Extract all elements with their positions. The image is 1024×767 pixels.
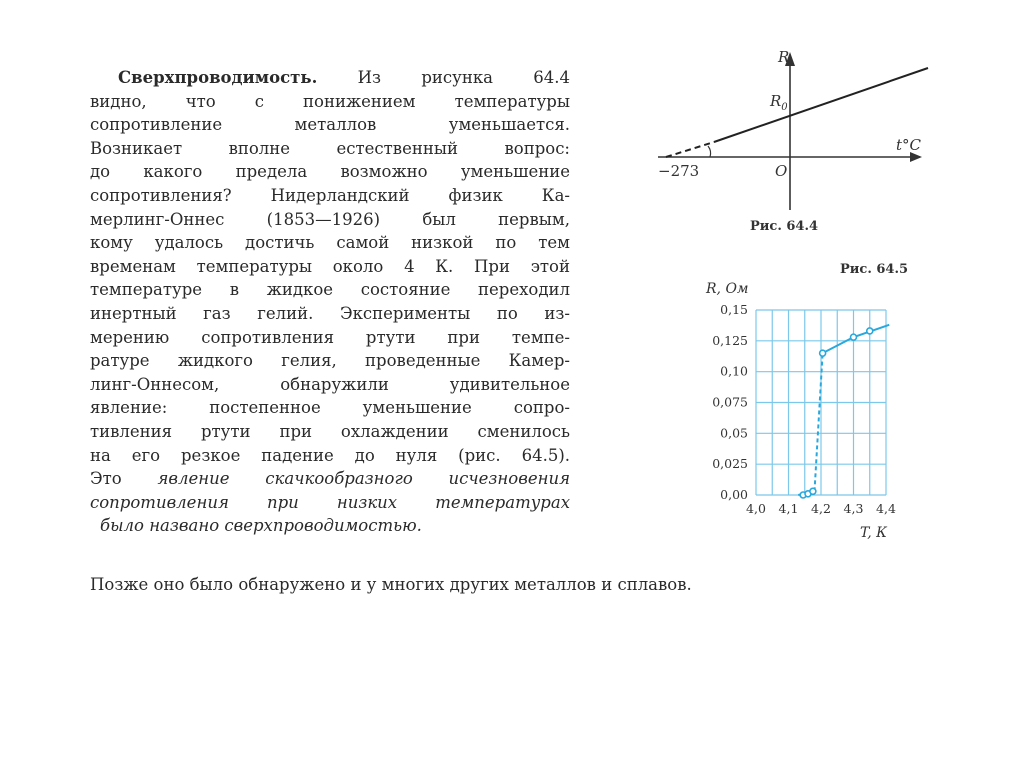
paragraph-line: температуре в жидкое состояние переходил — [90, 280, 570, 300]
chart-title: Рис. 64.5 — [840, 262, 909, 277]
chart-ylabel: R, Ом — [706, 281, 749, 297]
fig644-origin-label: O — [775, 162, 788, 180]
y-tick-label: 0,10 — [720, 363, 748, 379]
paragraph-line: ратуре жидкого гелия, проведенные Камер- — [90, 351, 570, 371]
fig644-x-label: t°C — [896, 136, 922, 154]
paragraph-line: временам температуры около 4 К. При этой — [90, 256, 570, 276]
chart-xlabel: T, К — [860, 525, 888, 541]
fig644-angle-arc — [708, 146, 711, 157]
data-point — [851, 334, 857, 340]
paragraph-heading: Сверхпроводимость. — [118, 68, 318, 87]
main-paragraph — [90, 66, 570, 538]
fig644-extrapolation-line — [666, 142, 714, 157]
chart-series — [798, 325, 889, 498]
fig644-intercept-label: −273 — [658, 162, 700, 180]
x-tick-label: 4,3 — [843, 501, 864, 516]
figure-64-5-chart — [690, 255, 940, 545]
paragraph-italic-line: Это явление скачкообразного исчезновения — [90, 469, 571, 489]
data-point — [867, 328, 873, 334]
paragraph-italic-line: было названо сверхпроводимостью. — [100, 516, 422, 536]
y-tick-label: 0,05 — [720, 425, 748, 441]
paragraph-line: линг-Оннесом, обнаружили удивительное — [90, 374, 570, 394]
fig644-resistance-line — [714, 68, 928, 142]
x-tick-label: 4,0 — [746, 501, 766, 516]
paragraph-line: мерлинг-Оннес (1853—1926) был первым, — [90, 209, 570, 229]
paragraph-line: на его резкое падение до нуля (рис. 64.5). — [90, 445, 570, 465]
paragraph-line: сопротивление металлов уменьшается. — [90, 115, 570, 135]
chart-grid — [756, 310, 886, 495]
x-tick-label: 4,4 — [876, 501, 896, 516]
y-tick-label: 0,025 — [712, 456, 748, 472]
x-tick-label: 4,1 — [778, 501, 799, 516]
fig644-y-label: R — [778, 48, 790, 66]
fig644-r0-label: $R_0$ — [770, 92, 788, 113]
data-point — [810, 488, 816, 494]
footer-sentence: Позже оно было обнаружено и у многих других металлов и сплавов. — [90, 575, 692, 594]
paragraph-line-1: Сверхпроводимость. Из рисунка 64.4 — [118, 68, 571, 87]
y-tick-label: 0,00 — [720, 487, 748, 502]
paragraph-line: тивления ртути при охлаждении сменилось — [90, 421, 570, 441]
y-tick-label: 0,125 — [712, 332, 748, 348]
fig644-caption: Рис. 64.4 — [750, 219, 819, 234]
paragraph-italic-line: сопротивления при низких температурах — [90, 492, 570, 512]
paragraph-line: явление: постепенное уменьшение сопро- — [90, 398, 570, 418]
paragraph-line: сопротивления? Нидерландский физик Ка- — [90, 185, 570, 205]
data-point — [820, 350, 826, 356]
paragraph-line: до какого предела возможно уменьшение — [90, 162, 570, 182]
italic-lead: Это — [90, 469, 122, 489]
paragraph-line: Возникает вполне естественный вопрос: — [90, 138, 570, 158]
figure-64-4 — [610, 40, 950, 240]
paragraph-line: кому удалось достичь самой низкой по тем — [90, 233, 570, 253]
paragraph-line: видно, что с понижением температуры — [90, 91, 570, 111]
paragraph-line: инертный газ гелий. Эксперименты по из- — [90, 303, 570, 323]
paragraph-line: мерению сопротивления ртути при темпе- — [90, 327, 570, 347]
y-tick-label: 0,075 — [712, 394, 748, 410]
x-tick-label: 4,2 — [811, 501, 831, 516]
y-tick-label: 0,15 — [720, 302, 748, 317]
